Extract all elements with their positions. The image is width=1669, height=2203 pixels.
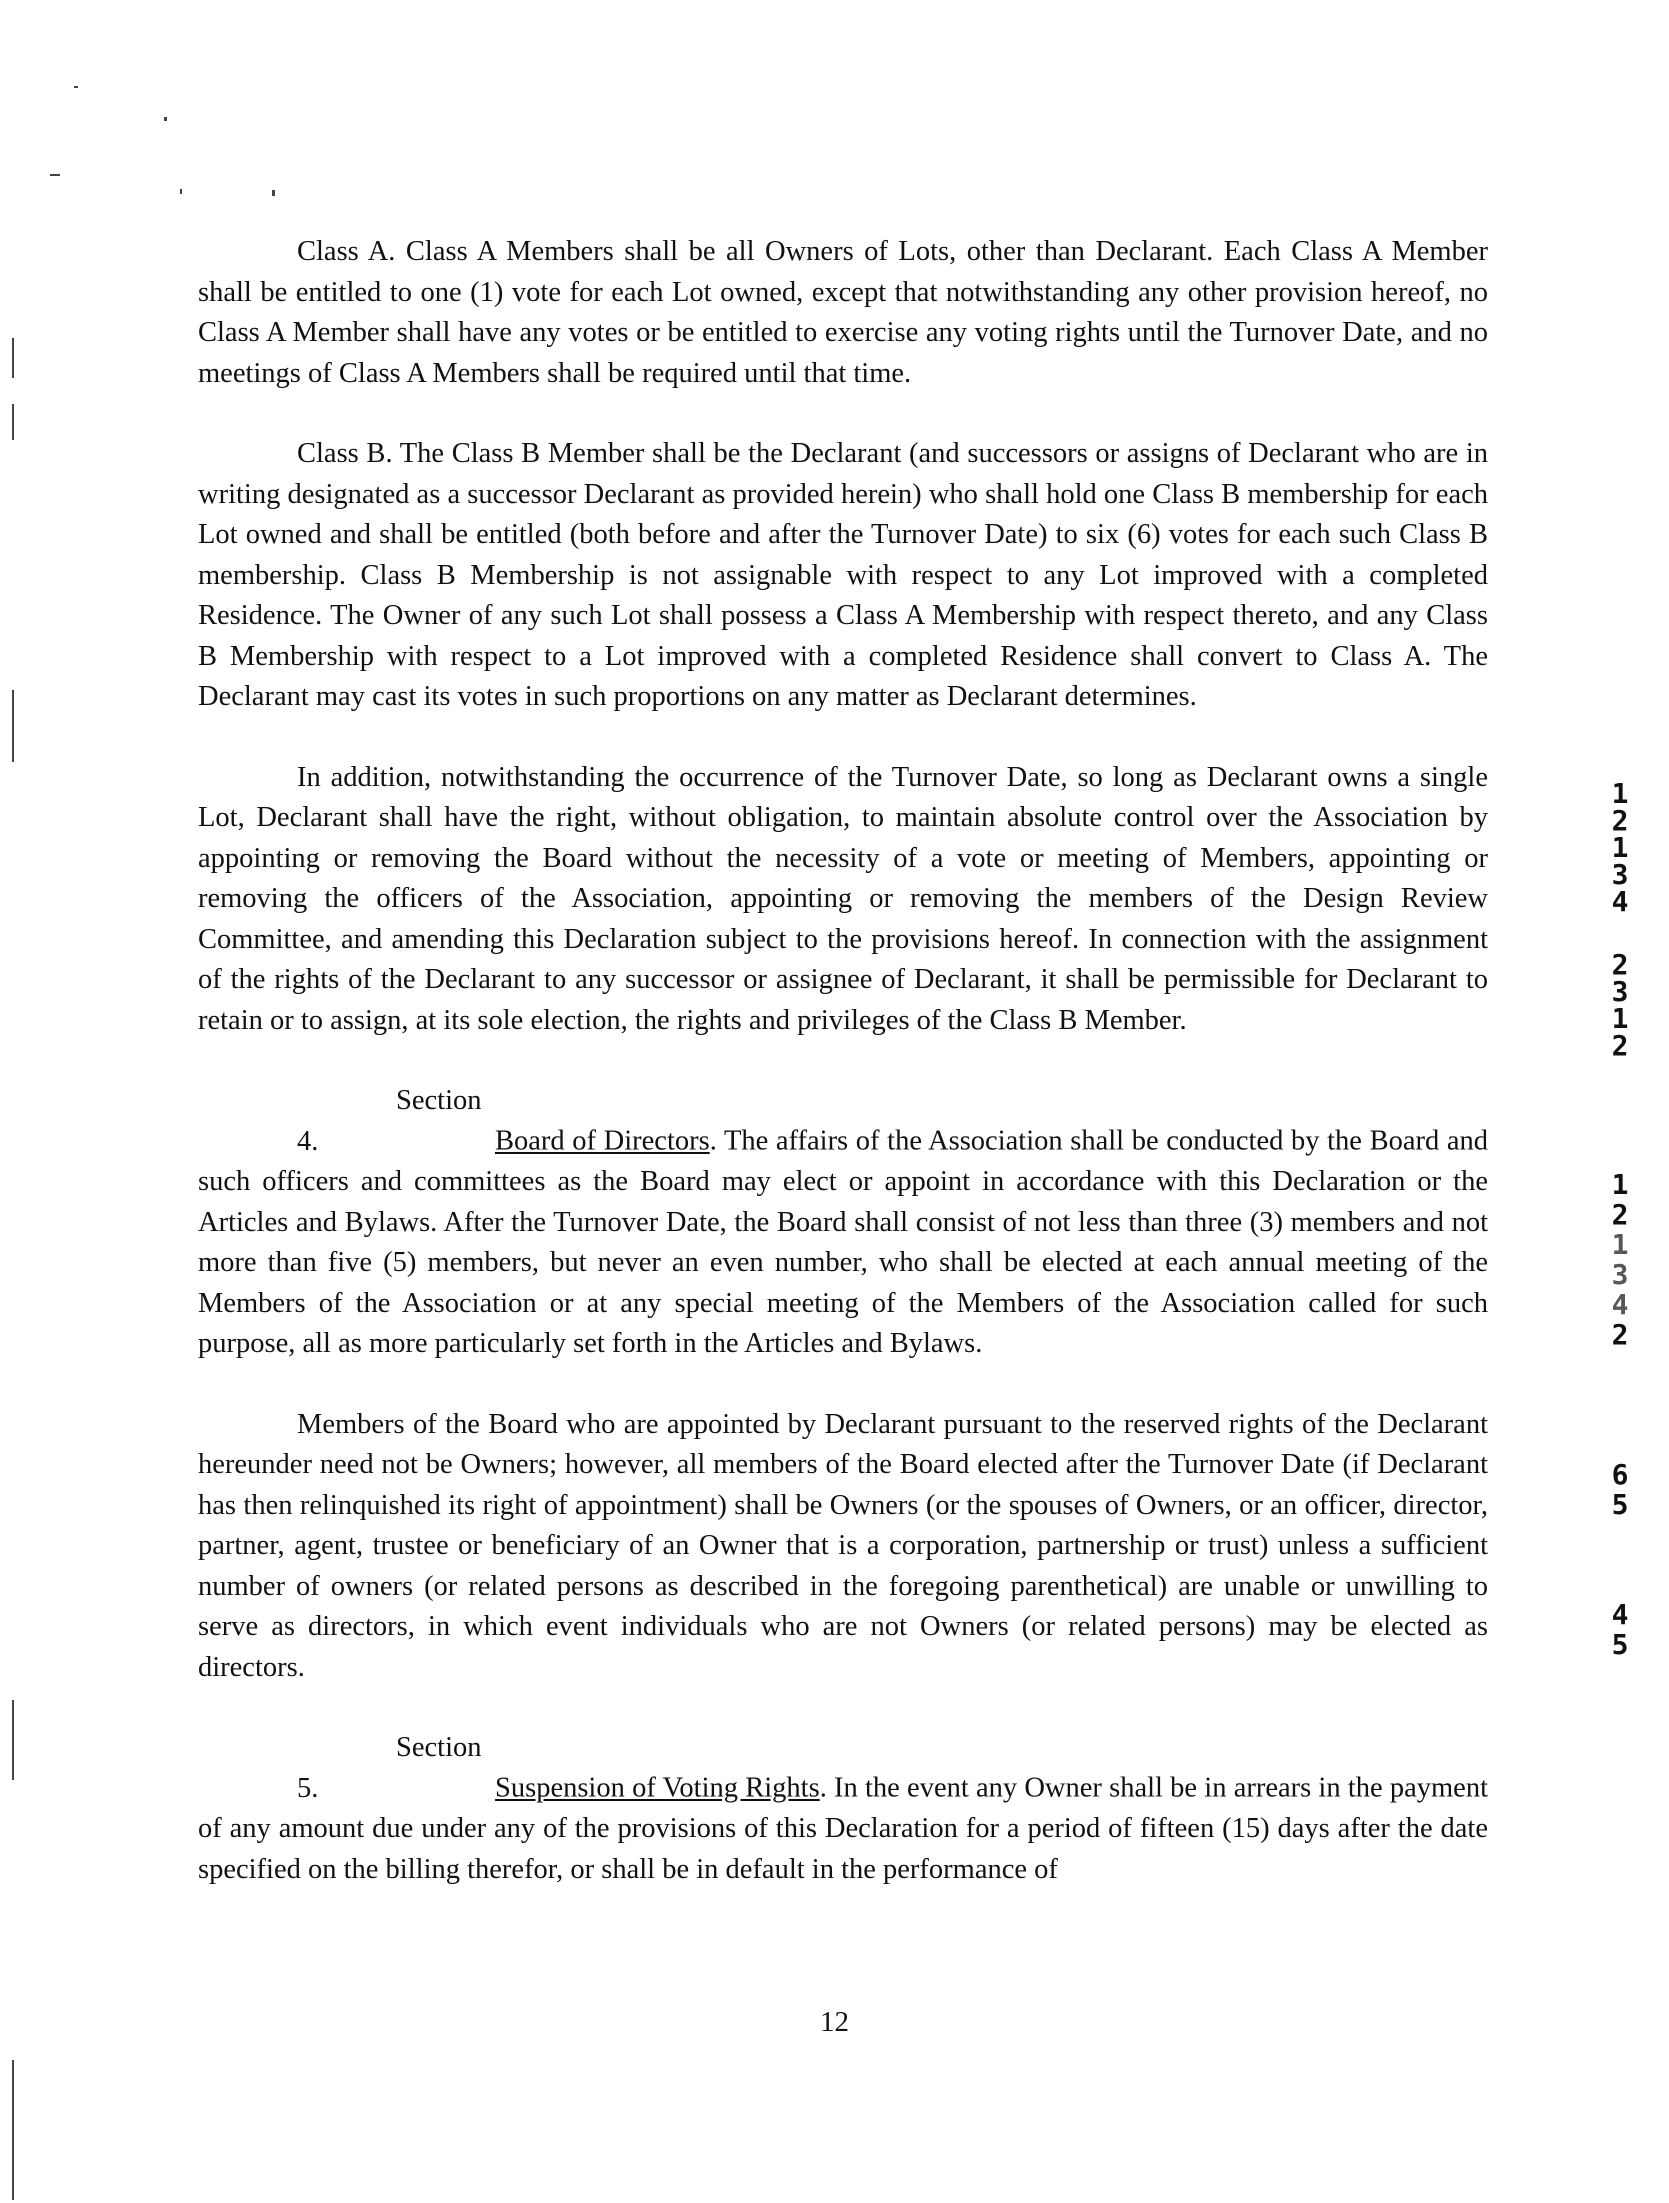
scan-mark	[272, 190, 275, 196]
recording-number-stamp	[1600, 777, 1640, 1062]
scan-mark	[12, 1700, 14, 1780]
scan-mark	[180, 189, 182, 194]
scan-mark	[12, 2060, 14, 2200]
section-title: Board of Directors	[495, 1125, 710, 1157]
stamp-digit: 5	[1611, 1488, 1629, 1521]
paragraph-section-4	[198, 1081, 1488, 1365]
paragraph-section-5	[198, 1728, 1488, 1890]
stamp-digit: 3	[1611, 975, 1629, 1008]
stamp-digit: 1	[1611, 1228, 1629, 1261]
stamp-digit: 2	[1611, 948, 1629, 981]
stamp-digit: 6	[1611, 1458, 1629, 1491]
stamp-digit: 1	[1611, 1002, 1629, 1035]
section-number: Section 4.	[297, 1085, 482, 1157]
stamp-digit: 4	[1611, 1598, 1629, 1631]
scan-mark	[74, 86, 78, 88]
stamp-digit: 1	[1611, 777, 1629, 810]
scan-mark	[50, 174, 60, 176]
paragraph-text: . In the event any Owner shall be in arrears in the payment of any amount due under any of the provisions of this Declaration for a period of fifteen (15) days after the date specified on the billing therefor, or shall be in default in the performance of	[198, 1772, 1488, 1885]
scan-mark	[12, 404, 14, 440]
stamp-digit: 1	[1611, 1168, 1629, 1201]
paragraph-declarant-control	[198, 758, 1488, 1042]
stamp-digit: 3	[1611, 858, 1629, 891]
paragraph-text: . The affairs of the Association shall be conducted by the Board and such officers and committees as the Board may elect or appoint in accordance with this Declaration or the Articles and Bylaws. After the Turnover Date, the Board shall consist of not less than three (3) members and not more than five (5) members, but never an even number, who shall be elected at each annual meeting of the Members of the Association or at any special meeting of the Members of the Association called for such purpose, all as more particularly set forth in the Articles and Bylaws.	[198, 1125, 1488, 1359]
paragraph-text: Members of the Board who are appointed by Declarant pursuant to the reserved rights of the Declarant hereunder need not be Owners; however, all members of the Board elected after the Turnover Date (if Declarant has then relinquished its right of appointment) shall be Owners (or the spouses of Owners, or an officer, director, partner, agent, trustee or beneficiary of an Owner that is a corporation, partnership or trust) unless a sufficient number of owners (or related persons as described in the foregoing parenthetical) are unable or unwilling to serve as directors, in which event individuals who are not Owners (or related persons) may be elected as directors.	[198, 1408, 1488, 1683]
paragraph-text: Class A. Class A Members shall be all Owners of Lots, other than Declarant. Each Class A Member shall be entitled to one (1) vote for each Lot owned, except that notwithstanding any other provision hereof, no Class A Member shall have any votes or be entitled to exercise any voting rights until the Turnover Date, and no meetings of Class A Members shall be required until that time.	[198, 236, 1488, 389]
scan-mark	[164, 117, 167, 121]
paragraph-class-a	[198, 232, 1488, 394]
scan-mark	[12, 338, 14, 378]
stamp-digit: 3	[1611, 1258, 1629, 1291]
section-title: Suspension of Voting Rights	[495, 1772, 820, 1804]
stamp-digit: 2	[1611, 804, 1629, 837]
stamp-digit: 2	[1611, 1318, 1629, 1351]
section-number: Section 5.	[297, 1732, 482, 1804]
stamp-digit: 1	[1611, 831, 1629, 864]
paragraph-text: In addition, notwithstanding the occurrence of the Turnover Date, so long as Declarant owns a single Lot, Declarant shall have the right, without obligation, to maintain absolute control over the Association by appointing or removing the Board without the necessity of a vote or meeting of Members, appointing or removing the officers of the Association, appointing or removing the members of the Design Review Committee, and amending this Declaration subject to the provisions hereof. In connection with the assignment of the rights of the Declarant to any successor or assignee of Declarant, it shall be permissible for Declarant to retain or to assign, at its sole election, the rights and privileges of the Class B Member.	[198, 761, 1488, 1036]
page-number: 12	[820, 2006, 849, 2038]
stamp-digit: 4	[1611, 885, 1629, 918]
scan-mark	[12, 690, 14, 762]
stamp-digit: 5	[1611, 1628, 1629, 1661]
paragraph-text: Class B. The Class B Member shall be the Declarant (and successors or assigns of Declarant who are in writing designated as a successor Declarant as provided herein) who shall hold one Class B membership for each Lot owned and shall be entitled (both before and after the Turnover Date) to six (6) votes for each such Class B membership. Class B Membership is not assignable with respect to any Lot improved with a completed Residence. The Owner of any such Lot shall possess a Class A Membership with respect thereto, and any Class B Membership with respect to a Lot improved with a completed Residence shall convert to Class A. The Declarant may cast its votes in such proportions on any matter as Declarant determines.	[198, 438, 1488, 712]
stamp-digit: 2	[1611, 1029, 1629, 1062]
document-body	[198, 232, 1488, 1930]
paragraph-class-b	[198, 434, 1488, 718]
paragraph-board-members	[198, 1405, 1488, 1689]
recording-number-stamp-garbled	[1600, 1170, 1640, 1660]
stamp-digit: 2	[1611, 1198, 1629, 1231]
stamp-digit: 4	[1611, 1288, 1629, 1321]
